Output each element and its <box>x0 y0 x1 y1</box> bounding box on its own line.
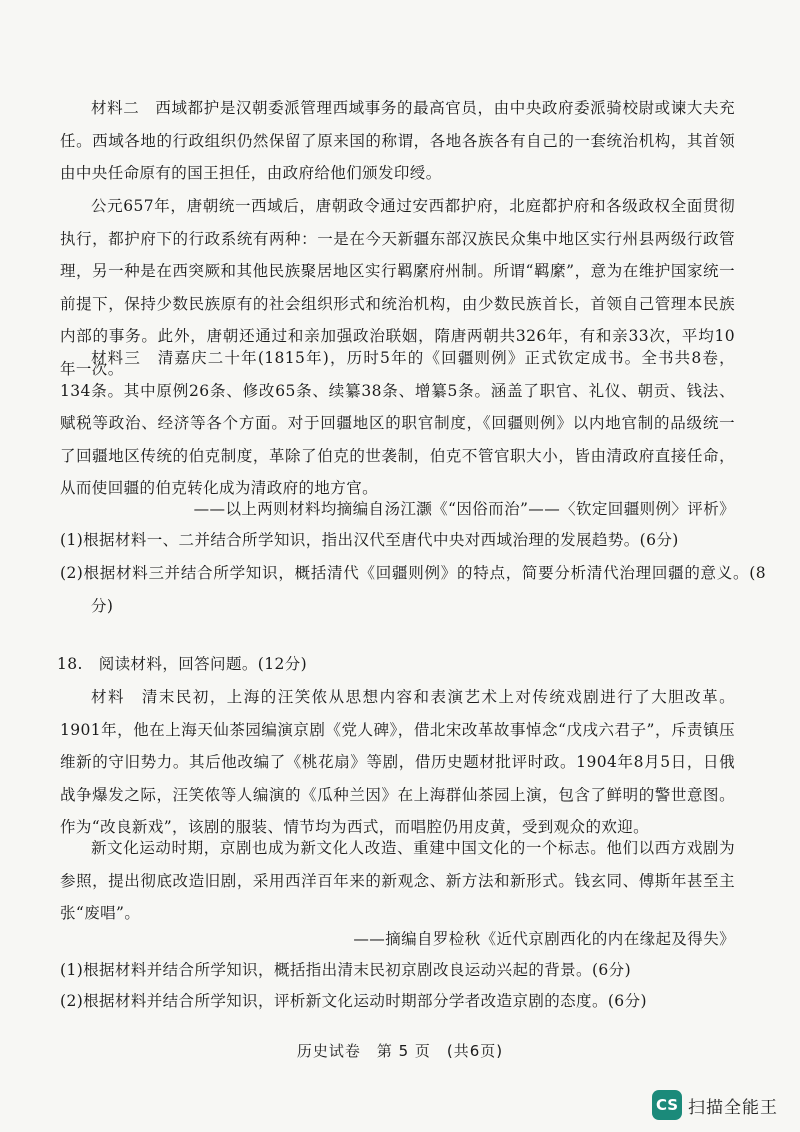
question-18-material-paragraph-2: 新文化运动时期，京剧也成为新文化人改造、重建中国文化的一个标志。他们以西方戏剧为参照，提出彻底改造旧剧，采用西洋百年来的新观念、新方法和新形式。钱玄同、傅斯年甚至主张“废唱”。 <box>60 839 735 922</box>
material-2-paragraph-2: 公元657年，唐朝统一西域后，唐朝政令通过安西都护府，北庭都护府和各级政权全面贯彻执行，都护府下的行政系统有两种：一是在今天新疆东部汉族民众集中地区实行州县两级行政管理，另一种是在西突厥和其他民族聚居地区实行羁縻府州制。所谓“羁縻”，意为在维护国家统一前提下，保持少数民族原有的社会组织形式和统治机构，由少数民族首长，首领自己管理本民族内部的事务。此外，唐朝还通过和亲加强政治联姻，隋唐两朝共326年，有和亲33次，平均10年一次。 <box>60 197 735 378</box>
watermark-brand-text: 扫描全能王 <box>688 1097 778 1118</box>
question-18-heading: 18. 阅读材料，回答问题。(12分) <box>57 655 308 673</box>
question-18-2: (2)根据材料并结合所学知识，评析新文化运动时期部分学者改造京剧的态度。(6分) <box>60 992 647 1010</box>
question-18-material-paragraph-1: 材料 清末民初，上海的汪笑侬从思想内容和表演艺术上对传统戏剧进行了大胆改革。1901年，他在上海天仙茶园编演京剧《党人碑》，借北宋改革故事悼念“戊戌六君子”，斥责镇压维新的守旧势力。其后他改编了《桃花扇》等剧，借历史题材批评时政。1904年8月5日，日俄战争爆发之际，汪笑侬等人编演的《瓜种兰因》在上海群仙茶园上演，包含了鲜明的警世意图。作为“改良新戏”，该剧的服装、情节均为西式，而唱腔仍用皮黄，受到观众的欢迎。 <box>60 688 735 836</box>
question-17-1: (1)根据材料一、二并结合所学知识，指出汉代至唐代中央对西域治理的发展趋势。(6分) <box>60 531 679 549</box>
question-17-2: (2)根据材料三并结合所学知识，概括清代《回疆则例》的特点，简要分析清代治理回疆的意义。(8分) <box>60 564 766 615</box>
camscanner-logo-icon: CS <box>652 1090 682 1120</box>
material-source-citation: ——以上两则材料均摘编自汤江灏《“因俗而治”——〈钦定回疆则例〉评析》 <box>193 500 735 518</box>
scanner-watermark <box>652 1090 778 1120</box>
question-18-source-citation: ——摘编自罗检秋《近代京剧西化的内在缘起及得失》 <box>353 930 735 948</box>
material-2-paragraph-1: 材料二 西域都护是汉朝委派管理西域事务的最高官员，由中央政府委派骑校尉或谏大夫充任。西域各地的行政组织仍然保留了原来国的称谓，各地各族各有自己的一套统治机构，其首领由中央任命原有的国王担任，由政府给他们颁发印绶。 <box>60 99 735 182</box>
question-18-1: (1)根据材料并结合所学知识，概括指出清末民初京剧改良运动兴起的背景。(6分) <box>60 961 632 979</box>
material-3-paragraph: 材料三 清嘉庆二十年(1815年)，历时5年的《回疆则例》正式钦定成书。全书共8卷，134条。其中原例26条、修改65条、续纂38条、增纂5条。涵盖了职官、礼仪、朝贡、钱法、赋税等政治、经济等各个方面。对于回疆地区的职官制度，《回疆则例》以内地官制的品级统一了回疆地区传统的伯克制度，革除了伯克的世袭制，伯克不管官职大小，皆由清政府直接任命，从而使回疆的伯克转化成为清政府的地方官。 <box>60 349 735 497</box>
page-footer: 历史试卷 第 5 页 (共6页) <box>296 1042 504 1060</box>
